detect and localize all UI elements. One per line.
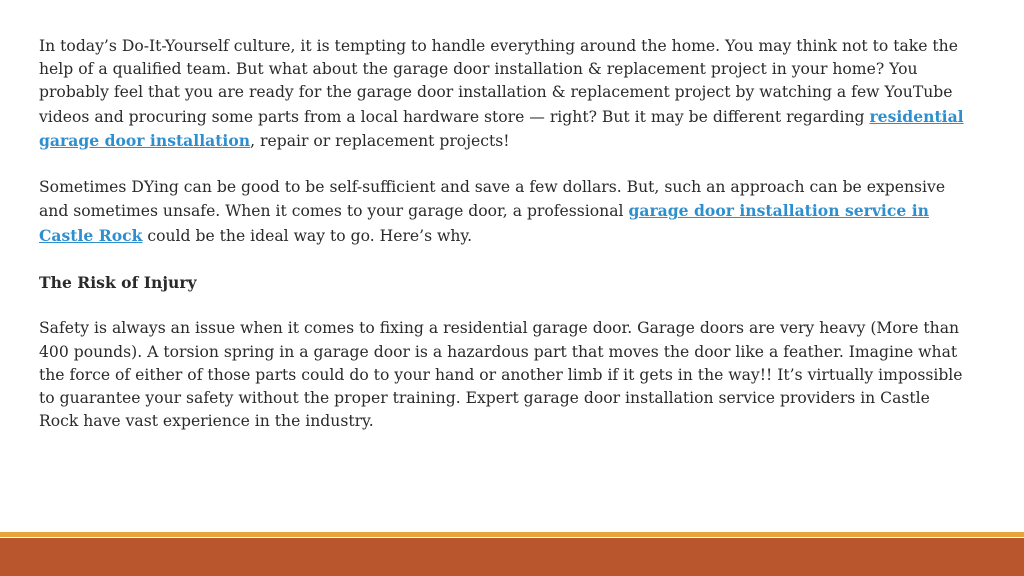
dying-paragraph [39,176,974,248]
safety-paragraph: Safety is always an issue when it comes to fixing a residential garage door. Garage doors are very heavy (More than 400 pounds). A torsion spring in a garage door is a hazardous part that moves the door like a feather. Imagine what the force of either of those parts could do to your hand or another limb if it gets in the way!! It’s virtually impossible to guarantee your safety without the proper training. Expert garage door installation service providers in Castle Rock have vast experience in the industry. [39,319,963,431]
intro-text-end: , repair or replacement projects! [250,131,510,150]
article-body [39,35,974,457]
intro-paragraph [39,35,974,153]
footer-accent-line [0,532,1024,537]
dying-text-end: could be the ideal way to go. Here’s why. [142,226,473,245]
residential-installation-link[interactable]: residential garage door installation [39,106,964,150]
intro-text-start: In today’s Do-It-Yourself culture, it is tempting to handle everything around the home. You may think not to take the help of a qualified team. But what about the garage door installation & replacement project in your home? You probably feel that you are ready for the garage door installation & replacement project by watching a few YouTube videos and procuring some parts from a local hardware store — right? But it may be different regarding [39,37,958,126]
castle-rock-service-link[interactable]: garage door installation service in Castle Rock [39,201,929,245]
section-heading: The Risk of Injury [39,273,197,292]
footer-bar [0,538,1024,576]
dying-text-start: Sometimes DYing can be good to be self-sufficient and save a few dollars. But, such an approach can be expensive and sometimes unsafe. When it comes to your garage door, a professional [39,178,946,221]
